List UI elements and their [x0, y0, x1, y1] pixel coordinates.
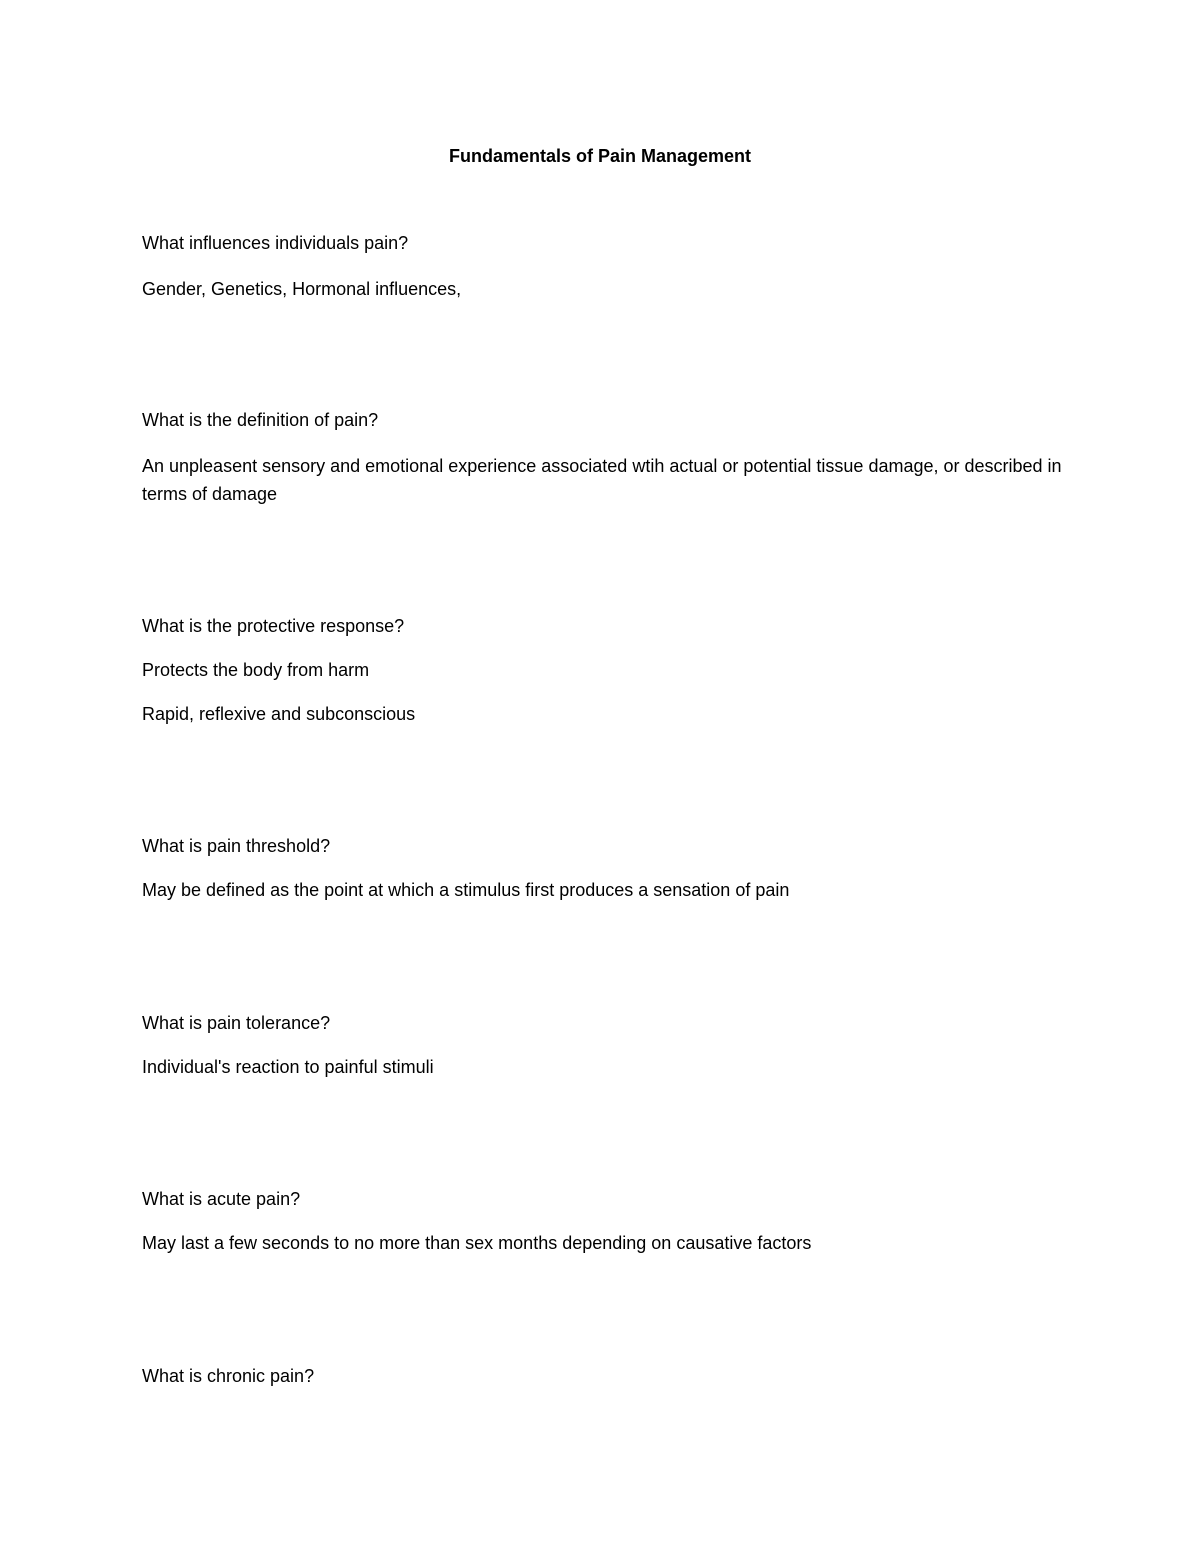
question-pain-threshold: What is pain threshold? [142, 836, 331, 856]
question-chronic-pain: What is chronic pain? [142, 1366, 315, 1386]
answer-acute-pain: May last a few seconds to no more than sex months depending on causative factors [142, 1233, 812, 1253]
answer-protective-response-1: Protects the body from harm [142, 660, 370, 680]
question-protective-response: What is the protective response? [142, 616, 405, 636]
question-acute-pain: What is acute pain? [142, 1189, 301, 1209]
answer-pain-tolerance: Individual's reaction to painful stimuli [142, 1057, 434, 1077]
answer-pain-threshold: May be defined as the point at which a stimulus first produces a sensation of pain [142, 880, 790, 900]
question-pain-tolerance: What is pain tolerance? [142, 1013, 331, 1033]
answer-protective-response-2: Rapid, reflexive and subconscious [142, 704, 416, 724]
question-influences: What influences individuals pain? [142, 233, 409, 253]
answer-influences: Gender, Genetics, Hormonal influences, [142, 279, 462, 299]
question-definition: What is the definition of pain? [142, 410, 379, 430]
page-title: Fundamentals of Pain Management [448, 146, 752, 166]
answer-definition: An unpleasent sensory and emotional experience associated wtih actual or potential tissue damage, or described in terms of damage [142, 456, 1062, 504]
